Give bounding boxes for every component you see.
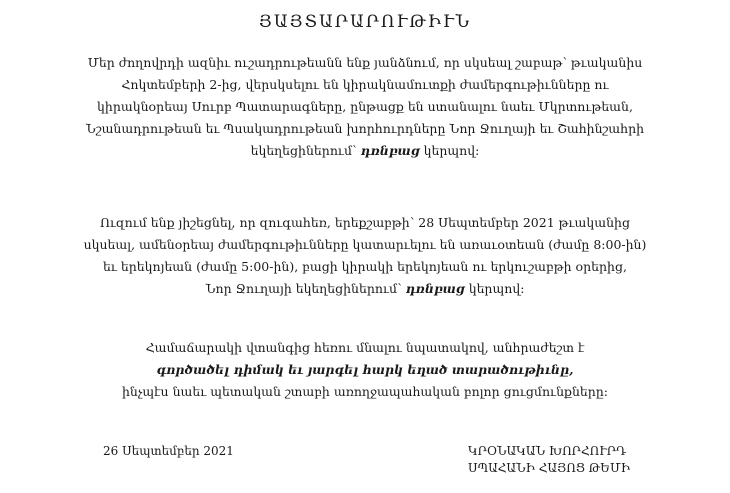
paragraph-1-line-5-text-c: կերպով: xyxy=(423,143,480,158)
paragraph-2-line-4 xyxy=(0,278,730,300)
paragraph-2-line-2: սկսեալ, ամենօրեայ ժամերգութիւնները կատարւելու են առաւօտեան (ժամը 8:00-ին) xyxy=(83,237,647,252)
paragraph-1-line-5 xyxy=(0,140,730,162)
paragraph-1-line-2: Հոկտեմբերի 2-ից, վերսկսելու են կիրակնամուտքի ժամերգութիւնները ու xyxy=(121,77,609,92)
paragraph-2 xyxy=(0,212,730,300)
paragraph-3 xyxy=(0,337,730,403)
signature-line-2: ՍՊԱՀԱՆԻ ՀԱՅՈՑ ԹԵՄԻ xyxy=(468,461,630,475)
paragraph-2-line-4-text-c: կերպով: xyxy=(468,281,525,296)
signature-block xyxy=(468,444,630,478)
paragraph-2-line-3: եւ երեկոյեան (ժամը 5:00-ին), բացի կիրակի երեկոյեան ու երկուշաբթի օրերից, xyxy=(103,259,627,274)
paragraph-2-line-1: Ուզում ենք յիշեցնել, որ զուգահեռ, երեքշաբթի՝ 28 Սեպտեմբեր 2021 թւականից xyxy=(99,215,631,230)
paragraph-1-line-5-text-a: եկեղեցիներում՝ xyxy=(250,143,357,158)
paragraph-2-line-4-text-a: Նոր Ջուղայի եկեղեցիներում՝ xyxy=(205,281,402,296)
emphasis-open-doors: դռնբաց xyxy=(360,143,420,158)
paragraph-3-line-2-emphasis: գործածել դիմակ եւ յարգել հարկ եղած տարածութիւնը, xyxy=(156,362,574,377)
footer-date: 26 Սեպտեմբեր 2021 xyxy=(103,444,234,458)
document-title: ՅԱՅՏԱՐԱՐՈՒԹԻՒՆ xyxy=(258,12,472,32)
emphasis-open-doors-2: դռնբաց xyxy=(405,281,465,296)
paragraph-1-line-3: կիրակնօրեայ Սուրբ Պատարագները, ընթացք են ստանալու նաեւ Մկրտութեան, xyxy=(97,99,633,114)
paragraph-1-line-1: Մեր ժողովրդի ազնիւ ուշադրութեանն ենք յանձնում, որ սկսեալ շաբաթ՝ թւականիս xyxy=(87,55,643,70)
paragraph-1 xyxy=(0,52,730,162)
paragraph-1-line-4: Նշանադրութեան եւ Պսակադրութեան խորհուրդները Նոր Ջուղայի եւ Շահինշահրի xyxy=(85,121,645,136)
signature-line-1: ԿՐՕՆԱԿԱՆ ԽՈՐՀՈՒՐԴ xyxy=(468,444,627,458)
paragraph-3-line-1: Համաճարակի վտանգից հեռու մնալու նպատակով, անհրաժեշտ է xyxy=(145,340,585,355)
paragraph-3-line-3: ինչպէս նաեւ պետական շտաբի առողջապահական բոլոր ցուցմունքները: xyxy=(121,384,608,399)
